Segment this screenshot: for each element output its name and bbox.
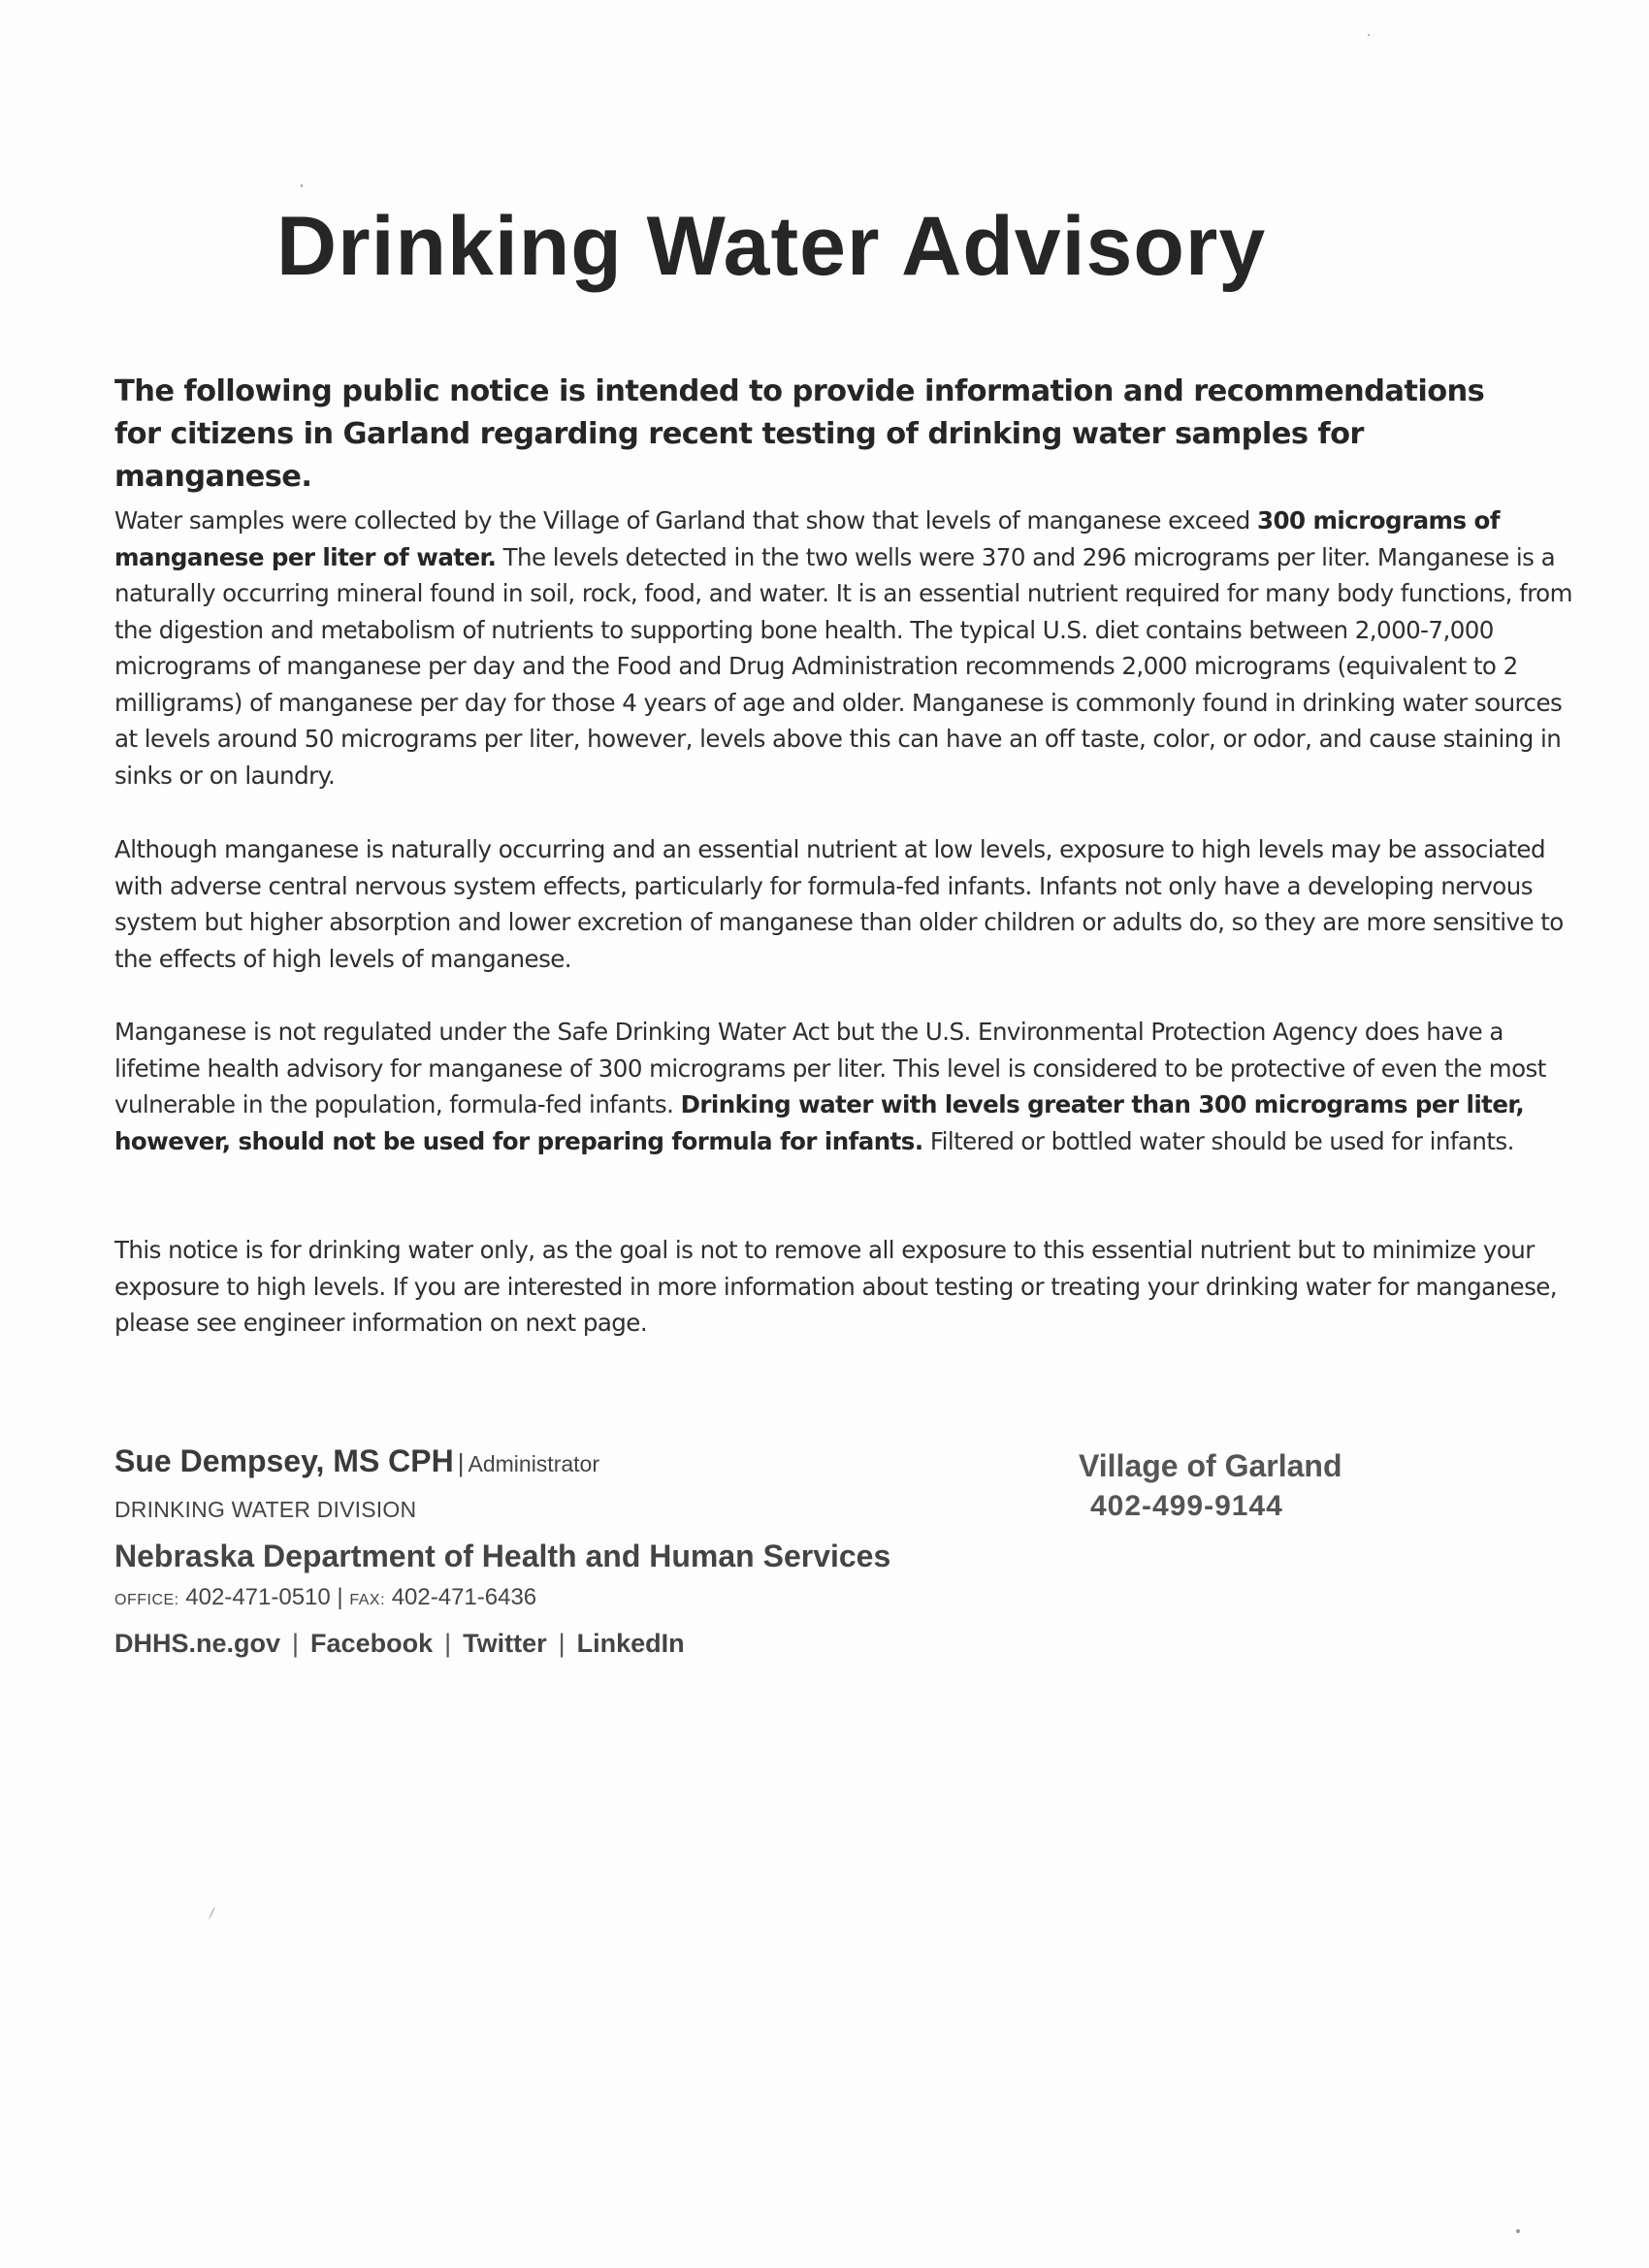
signature-name-line — [114, 1443, 890, 1479]
separator: | — [337, 1584, 343, 1610]
body-text: This notice is for drinking water only, as the goal is not to remove all exposure to this essential nutrient but to minimize your exposure to high levels. If you are interested in more information about testing or treating your drinking water for manganese, please see engineer information on next page. — [114, 1236, 1558, 1337]
signer-role: Administrator — [468, 1451, 599, 1476]
document-title: Drinking Water Advisory — [276, 200, 1267, 293]
scan-speck — [209, 1906, 215, 1919]
link-facebook[interactable]: Facebook — [310, 1629, 434, 1658]
village-name: Village of Garland — [1079, 1448, 1342, 1483]
emphasized-text: 300 micrograms of manganese per liter of water. — [114, 506, 1500, 571]
paragraph-health-effects — [114, 831, 1579, 977]
signature-block — [114, 1443, 890, 1659]
separator: | — [457, 1448, 465, 1477]
body-text: Manganese is not regulated under the Safe Drinking Water Act but the U.S. Environmental Protection Agency does have a lifetime health advisory for manganese of 300 micrograms per liter. This level is considered to be protective of even the most vulnerable in the population, formula-fed infants. — [114, 1018, 1546, 1118]
paragraph-regulation-advisory — [114, 1014, 1579, 1159]
link-linkedin[interactable]: LinkedIn — [576, 1629, 685, 1658]
separator: | — [558, 1629, 566, 1658]
office-phone: 402-471-0510 — [185, 1584, 331, 1610]
links-line — [114, 1629, 890, 1659]
contact-line — [114, 1584, 890, 1611]
village-phone: 402-499-9144 — [1090, 1490, 1283, 1522]
separator: | — [292, 1629, 300, 1658]
division-name: DRINKING WATER DIVISION — [114, 1497, 417, 1522]
paragraph-scope-notice — [114, 1232, 1579, 1342]
paragraph-sampling-results — [114, 502, 1579, 794]
village-contact-block — [1079, 1448, 1342, 1523]
scan-speck — [301, 184, 303, 187]
office-label: OFFICE: — [114, 1592, 179, 1608]
intro-statement: The following public notice is intended to provide information and recommendations for citizens in Garland regarding recent testing of drinking water samples for manganese. — [114, 374, 1485, 494]
fax-phone: 402-471-6436 — [391, 1584, 537, 1610]
body-text: Although manganese is naturally occurring and an essential nutrient at low levels, exposure to high levels may be associated with adverse central nervous system effects, particularly for formula-fed infants. Infants not only have a developing nervous system but higher absorption and lower excretion of manganese than older children or adults do, so they are more sensitive to the effects of high levels of manganese. — [114, 835, 1564, 973]
body-text: Filtered or bottled water should be used for infants. — [922, 1126, 1514, 1155]
separator: | — [444, 1629, 452, 1658]
department-name: Nebraska Department of Health and Human Services — [114, 1539, 891, 1573]
link-twitter[interactable]: Twitter — [463, 1629, 547, 1658]
emphasized-text: Drinking water with levels greater than 300 micrograms per liter, however, should not be used for preparing formula for infants. — [114, 1090, 1525, 1155]
link-dhhs-website[interactable]: DHHS.ne.gov — [114, 1629, 281, 1658]
signer-name: Sue Dempsey, MS CPH — [114, 1443, 454, 1478]
body-text: The levels detected in the two wells were 370 and 296 micrograms per liter. Manganese is a naturally occurring mineral found in soil, rock, food, and water. It is an essential nutrient required for many body functions, from the digestion and metabolism of nutrients to supporting bone health. The typical U.S. diet contains between 2,000-7,000 micrograms of manganese per day and the Food and Drug Administration recommends 2,000 micrograms (equivalent to 2 milligrams) of manganese per day for those 4 years of age and older. Manganese is commonly found in drinking water sources at levels around 50 micrograms per liter, however, levels above this can have an off taste, color, or odor, and cause staining in sinks or on laundry. — [114, 542, 1572, 790]
fax-label: FAX: — [349, 1592, 386, 1608]
body-text: Water samples were collected by the Village of Garland that show that levels of manganese exceed — [114, 506, 1257, 535]
scan-speck — [1516, 2229, 1520, 2233]
scan-speck — [1368, 34, 1370, 36]
